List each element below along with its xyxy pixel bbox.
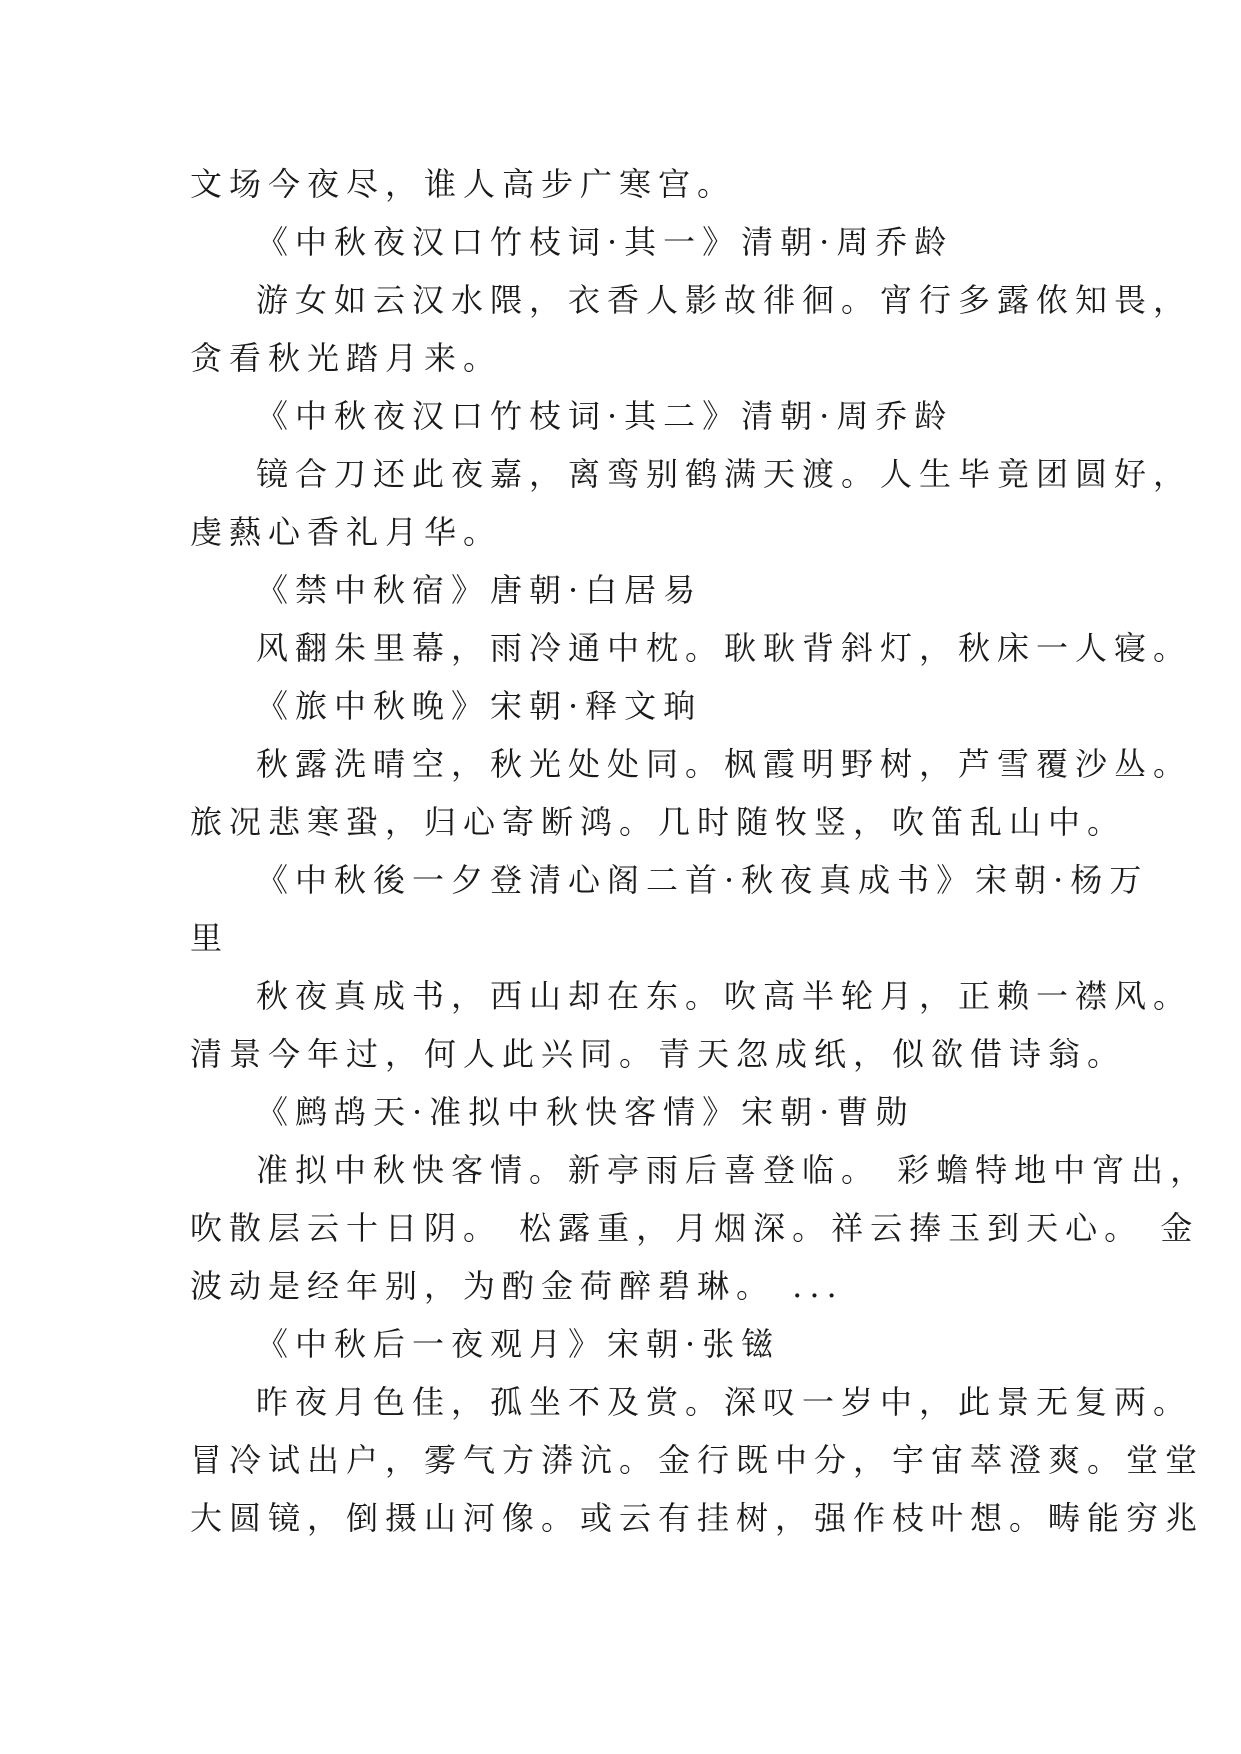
text-line: 秋露洗晴空，秋光处处同。枫霞明野树，芦雪覆沙丛。: [256, 745, 1193, 783]
text-line: 波动是经年别，为酌金荷醉碧琳。 ...: [190, 1267, 844, 1305]
poem-title: 《中秋後一夕登清心阁二首·秋夜真成书》宋朝·杨万: [256, 861, 1149, 899]
text-line: 昨夜月色佳，孤坐不及赏。深叹一岁中，此景无复两。: [256, 1383, 1193, 1421]
text-line: 虔爇心香礼月华。: [190, 513, 503, 551]
document-page: [190, 155, 1210, 1547]
text-line: 秋夜真成书，西山却在东。吹高半轮月，正赖一襟风。: [256, 977, 1193, 1015]
poem-title: 《中秋后一夜观月》宋朝·张镃: [256, 1325, 781, 1363]
text-line: 旅况悲寒蛩，归心寄断鸿。几时随牧竖，吹笛乱山中。: [190, 803, 1127, 841]
poem-title: 《鹧鸪天·准拟中秋快客情》宋朝·曹勋: [256, 1093, 915, 1131]
text-line: 贪看秋光踏月来。: [190, 339, 503, 377]
poem-title: 《禁中秋宿》唐朝·白居易: [256, 571, 703, 609]
text-line: 清景今年过，何人此兴同。青天忽成纸，似欲借诗翁。: [190, 1035, 1127, 1073]
poem-title: 《中秋夜汉口竹枝词·其一》清朝·周乔龄: [256, 223, 954, 261]
text-line: 文场今夜尽，谁人高步广寒宫。: [190, 165, 737, 203]
poem-title: 《旅中秋晚》宋朝·释文珦: [256, 687, 703, 725]
text-line: 吹散层云十日阴。 松露重，月烟深。祥云捧玉到天心。 金: [190, 1209, 1200, 1247]
text-line: 风翻朱里幕，雨冷通中枕。耿耿背斜灯，秋床一人寝。: [256, 629, 1193, 667]
text-line: 游女如云汉水隈，衣香人影故徘徊。宵行多露侬知畏，: [256, 281, 1193, 319]
text-line: 镜合刀还此夜嘉，离鸾别鹤满天渡。人生毕竟团圆好，: [256, 455, 1193, 493]
text-line: 准拟中秋快客情。新亭雨后喜登临。 彩蟾特地中宵出，: [256, 1151, 1210, 1189]
text-line: 冒冷试出户，雾气方漭沆。金行既中分，宇宙萃澄爽。堂堂: [190, 1441, 1205, 1479]
poem-title: 《中秋夜汉口竹枝词·其二》清朝·周乔龄: [256, 397, 954, 435]
text-line: 大圆镜，倒摄山河像。或云有挂树，强作枝叶想。畴能穷兆: [190, 1499, 1205, 1537]
poem-title-continuation: 里: [190, 919, 230, 957]
